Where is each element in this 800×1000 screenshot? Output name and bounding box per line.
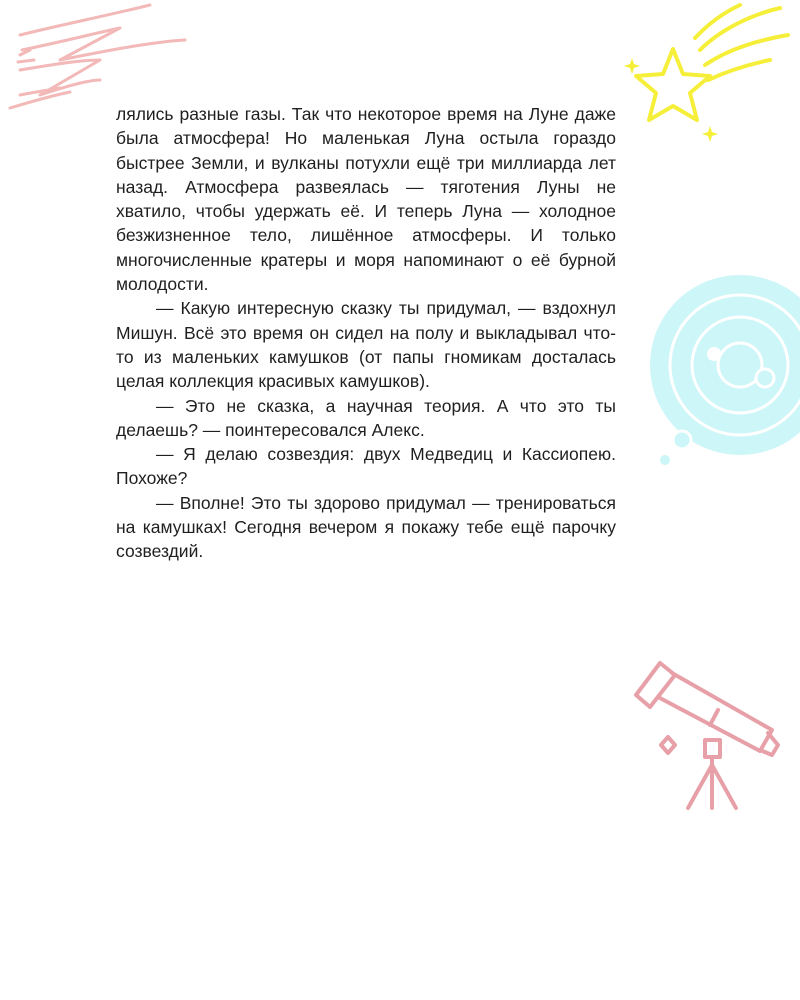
paragraph: — Вполне! Это ты здорово придумал — тренироваться на камушках! Сегодня вечером я покажу тебе ещё парочку созвездий.: [116, 492, 616, 562]
shooting-star-icon: [610, 0, 800, 150]
body-text: [116, 102, 616, 564]
paragraph: — Это не сказка, а научная теория. А что это ты делаешь? — поинтересовался Алекс.: [116, 395, 616, 440]
paragraph: лялись разные газы. Так что некоторое время на Луне даже была атмосфера! Но маленькая Луна остыла гораздо быстрее Земли, и вулканы потухли ещё три миллиарда лет назад. Атмосфера развеялась — тяготения Луны не хватило, чтобы удержать её. И теперь Луна — холодное безжизненное тело, лишённое атмосферы. И только многочисленные кратеры и моря напоминают о её бурной молодости.: [116, 104, 616, 295]
paragraph: — Какую интересную сказку ты придумал, — вздохнул Мишун. Всё это время он сидел на полу и выкладывал что-то из маленьких камушков (от папы гномикам досталась целая коллекция красивых камушков).: [116, 298, 616, 392]
orbit-rings-icon: [640, 270, 800, 480]
telescope-icon: [620, 655, 800, 815]
paragraph: — Я делаю созвездия: двух Медведиц и Кассиопею. Похоже?: [116, 444, 616, 489]
